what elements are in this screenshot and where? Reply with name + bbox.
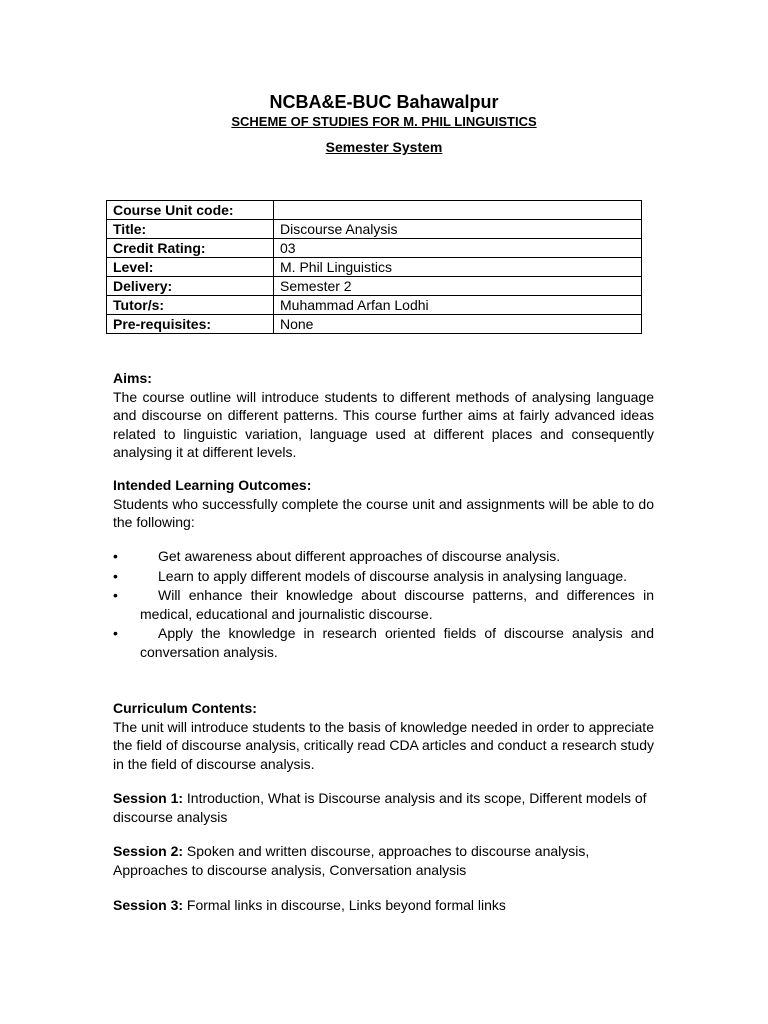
session-label: Session 2: [113, 843, 184, 859]
table-row [107, 239, 642, 258]
row-value: 03 [274, 239, 642, 258]
row-label: Pre-requisites: [107, 315, 274, 334]
table-row [107, 258, 642, 277]
list-item [113, 586, 654, 623]
row-value [274, 201, 642, 220]
outcome-text: Apply the knowledge in research oriented fields of discourse analysis and conversation analysis. [140, 625, 654, 660]
curriculum-text: The unit will introduce students to the basis of knowledge needed in order to appreciate the field of discourse analysis, critically read CDA articles and conduct a research study in the field of discourse analysis. [113, 718, 654, 772]
outcomes-intro: Students who successfully complete the course unit and assignments will be able to do the following: [113, 495, 654, 530]
institution-title: NCBA&E-BUC Bahawalpur [269, 92, 499, 112]
row-label: Credit Rating: [107, 239, 274, 258]
row-label: Delivery: [107, 277, 274, 296]
session-1 [113, 789, 654, 826]
row-value: Discourse Analysis [274, 220, 642, 239]
outcome-text: Get awareness about different approaches of discourse analysis. [158, 548, 561, 564]
bullet-icon: • [113, 625, 118, 641]
table-row [107, 296, 642, 315]
list-item [113, 624, 654, 661]
session-text: Formal links in discourse, Links beyond formal links [183, 897, 506, 913]
session-text: Spoken and written discourse, approaches to discourse analysis, Approaches to discourse analysis, Conversation analysis [113, 843, 590, 878]
row-value: M. Phil Linguistics [274, 258, 642, 277]
outcomes-section [113, 476, 654, 532]
aims-section [113, 369, 654, 462]
outcomes-list [113, 547, 654, 661]
bullet-icon: • [113, 567, 118, 584]
aims-heading: Aims: [113, 370, 152, 386]
course-info-table [106, 200, 642, 334]
row-label: Level: [107, 258, 274, 277]
session-label: Session 1: [113, 790, 184, 806]
session-2 [113, 842, 654, 879]
curriculum-section [113, 699, 654, 773]
scheme-title: SCHEME OF STUDIES FOR M. PHIL LINGUISTICS [231, 114, 537, 129]
table-row [107, 277, 642, 296]
list-item [113, 547, 654, 566]
row-value: None [274, 315, 642, 334]
bullet-icon: • [113, 548, 118, 564]
row-value: Semester 2 [274, 277, 642, 296]
outcome-text: Learn to apply different models of discourse analysis in analysing language. [158, 567, 628, 584]
table-row [107, 315, 642, 334]
outcomes-heading: Intended Learning Outcomes: [113, 477, 312, 493]
row-label: Tutor/s: [107, 296, 274, 315]
system-title: Semester System [325, 139, 443, 155]
aims-text: The course outline will introduce students to different methods of analysing language and discourse on different patterns. This course further aims at fairly advanced ideas related to linguistic variation, language used at different places and consequently analysing it at different levels. [113, 388, 654, 460]
table-row [107, 201, 642, 220]
row-label: Course Unit code: [107, 201, 274, 220]
session-label: Session 3: [113, 897, 184, 913]
bullet-icon: • [113, 587, 118, 603]
list-item [113, 567, 654, 586]
table-row [107, 220, 642, 239]
curriculum-heading: Curriculum Contents: [113, 700, 257, 716]
outcome-text: Will enhance their knowledge about discourse patterns, and differences in medical, educational and journalistic discourse. [140, 587, 654, 622]
session-text: Introduction, What is Discourse analysis and its scope, Different models of discourse analysis [113, 790, 647, 825]
row-label: Title: [107, 220, 274, 239]
session-3 [113, 896, 654, 915]
row-value: Muhammad Arfan Lodhi [274, 296, 642, 315]
outcomes-list-section [113, 547, 654, 662]
